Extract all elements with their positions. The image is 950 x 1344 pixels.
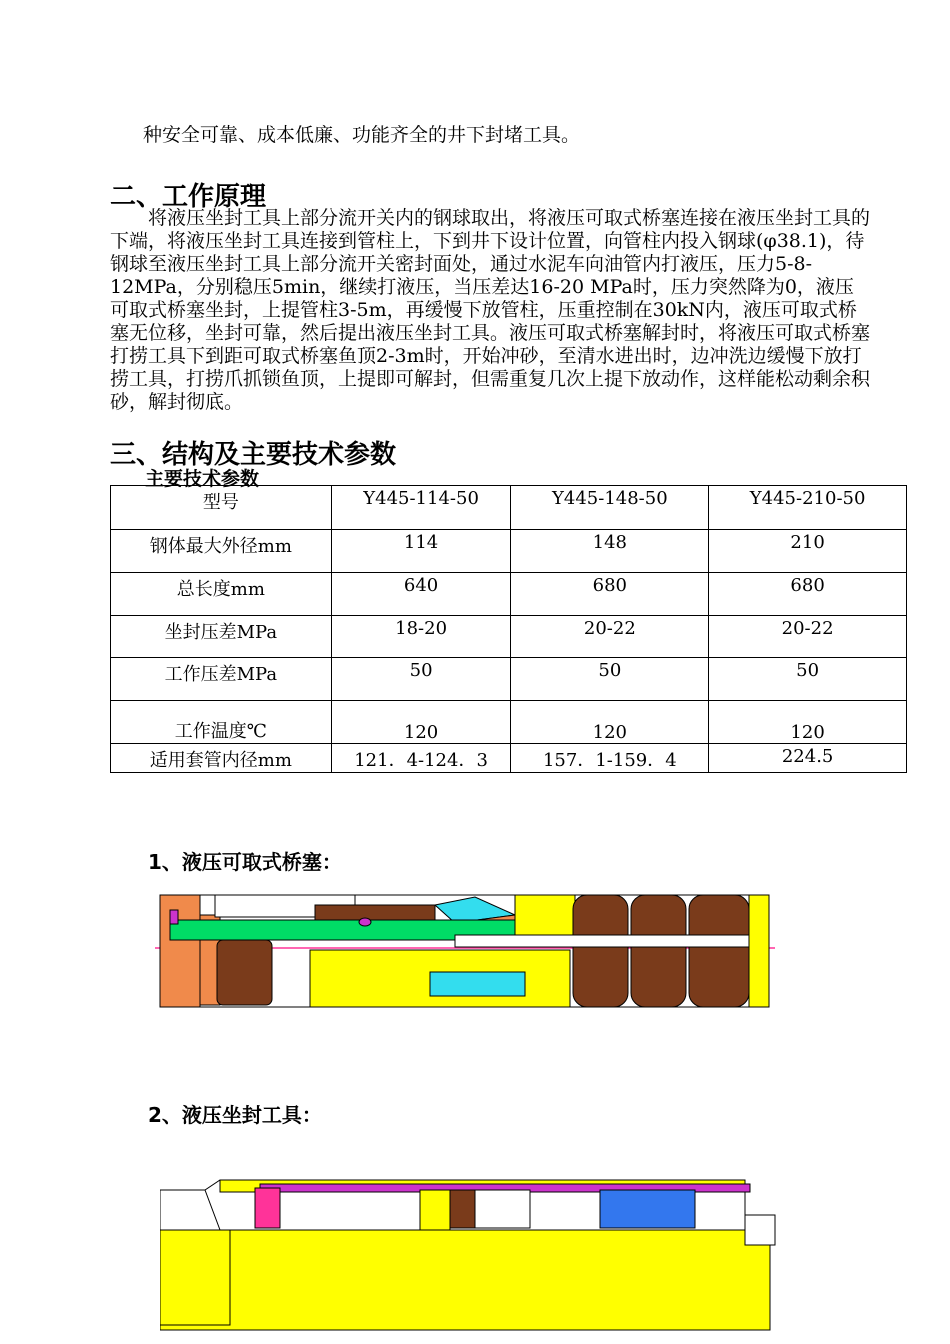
table-cell: 50 <box>709 658 907 701</box>
brown-rubber-1 <box>573 895 628 1007</box>
table-cell: 20-22 <box>511 616 709 658</box>
table-row <box>111 573 907 616</box>
yellow-body <box>160 1230 770 1330</box>
brown-packer-element-left <box>217 940 272 1005</box>
intro-tail-text: 种安全可靠、成本低廉、功能齐全的井下封堵工具。 <box>143 124 581 146</box>
table-cell: 148 <box>511 530 709 573</box>
table-row <box>111 744 907 773</box>
table-cell: 钢体最大外径mm <box>111 530 332 573</box>
table-cell: 224.5 <box>709 744 907 773</box>
principle-paragraph-block <box>110 207 870 414</box>
table-cell: 18-20 <box>331 616 511 658</box>
white-chamber <box>475 1190 530 1228</box>
yellow-end <box>749 895 769 1007</box>
blue-sleeve <box>600 1190 695 1228</box>
table-cell: 680 <box>709 573 907 616</box>
top-sub <box>160 1230 230 1325</box>
cyan-window <box>430 972 525 996</box>
table-cell: 114 <box>331 530 511 573</box>
table-cell: 640 <box>331 573 511 616</box>
magenta-seal <box>170 910 178 924</box>
bottom-cap <box>745 1215 775 1245</box>
table-row <box>111 616 907 658</box>
table-cell: 210 <box>709 530 907 573</box>
table-cell: 型号 <box>111 486 332 530</box>
table-row <box>111 486 907 530</box>
figure2-caption: 2、液压坐封工具： <box>148 1103 322 1127</box>
table-cell: 121．4-124．3 <box>331 744 511 773</box>
table-cell: 120 <box>511 701 709 744</box>
table-cell: 50 <box>331 658 511 701</box>
magenta-ball <box>359 918 371 926</box>
table-row <box>111 530 907 573</box>
table-cell: 680 <box>511 573 709 616</box>
brown-rubber-3 <box>689 895 749 1007</box>
table-row <box>111 701 907 744</box>
table-cell: 50 <box>511 658 709 701</box>
table-cell: Y445-114-50 <box>331 486 511 530</box>
section-heading-principle: 二、工作原理 <box>110 182 267 212</box>
table-cell: 20-22 <box>709 616 907 658</box>
parameters-table <box>110 485 907 773</box>
table-row <box>111 658 907 701</box>
brown-ring <box>450 1190 475 1228</box>
table-title: 主要技术参数 <box>145 468 260 490</box>
inner-bore <box>455 935 765 947</box>
yellow-spacer <box>420 1190 450 1230</box>
figure1-caption: 1、液压可取式桥塞： <box>148 850 342 874</box>
table-cell: Y445-210-50 <box>709 486 907 530</box>
setting-tool-diagram <box>160 1170 780 1335</box>
table-cell: 工作压差MPa <box>111 658 332 701</box>
table-cell: Y445-148-50 <box>511 486 709 530</box>
pink-piston <box>255 1188 280 1228</box>
table-cell: 120 <box>709 701 907 744</box>
table-cell: 适用套管内径mm <box>111 744 332 773</box>
table-cell: 坐封压差MPa <box>111 616 332 658</box>
brown-rubber-2 <box>631 895 686 1007</box>
table-cell: 总长度mm <box>111 573 332 616</box>
bridge-plug-diagram <box>155 885 775 1015</box>
table-cell: 157．1-159．4 <box>511 744 709 773</box>
table-cell: 120 <box>331 701 511 744</box>
orange-end-cap <box>160 895 200 1007</box>
table-cell: 工作温度℃ <box>111 701 332 744</box>
section-heading-structure: 三、结构及主要技术参数 <box>110 440 397 470</box>
principle-paragraph: 将液压坐封工具上部分流开关内的钢球取出，将液压可取式桥塞连接在液压坐封工具的下端，将液压坐封工具连接到管柱上，下到井下设计位置，向管柱内投入钢球(φ38.1)，待钢球至液压坐封工具上部分流开关密封面处，通过水泥车向油管内打液压，压力5-8-12MPa，分别稳压5min，继续打液压，当压差达16-20 MPa时，压力突然降为0，液压可取式桥塞坐封，上提管柱3-5m，再缓慢下放管柱，压重控制在30kN内，液压可取式桥塞无位移，坐封可靠，然后提出液压坐封工具。液压可取式桥塞解封时，将液压可取式桥塞打捞工具下到距可取式桥塞鱼顶2-3m时，开始冲砂，至清水进出时，边冲洗边缓慢下放打捞工具，打捞爪抓锁鱼顶，上提即可解封，但需重复几次上提下放动作，这样能松动剩余积砂，解封彻底。 <box>110 207 871 413</box>
